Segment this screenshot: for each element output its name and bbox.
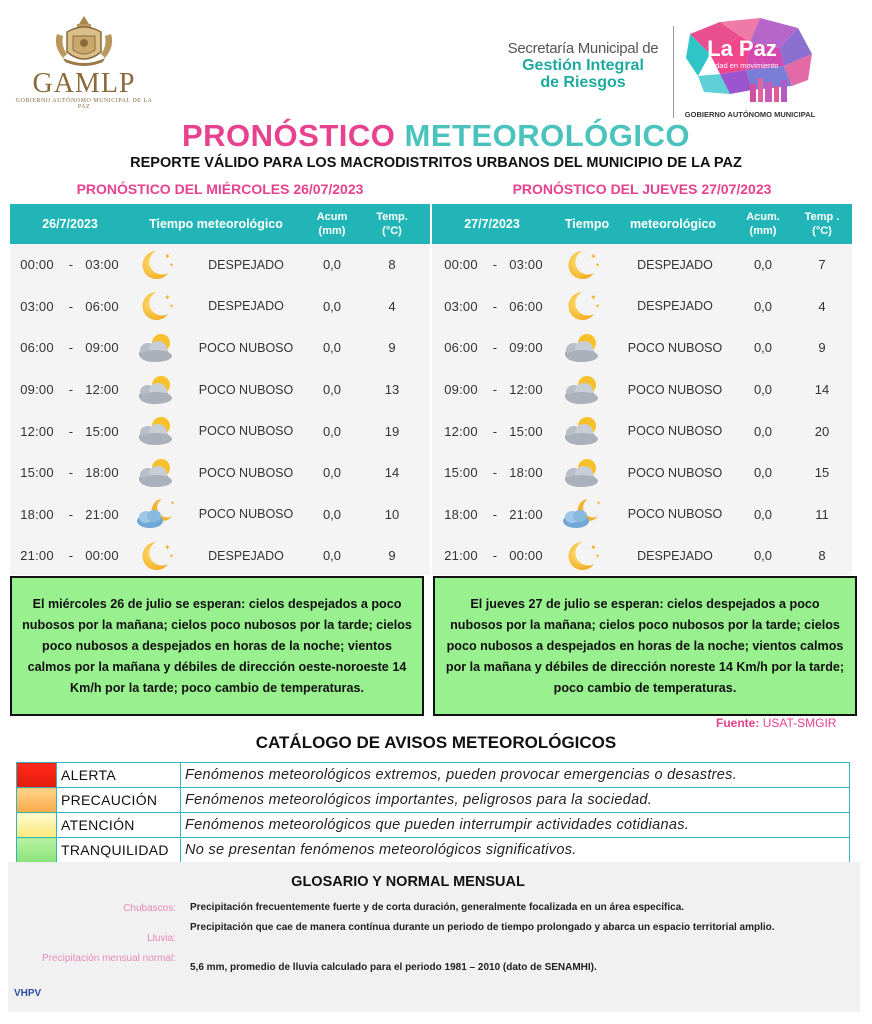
time-dash: - — [492, 548, 498, 564]
time-dash: - — [68, 548, 74, 564]
time-from: 00:00 — [444, 257, 478, 273]
alert-swatch — [17, 763, 57, 788]
temp-value: 8 — [818, 548, 826, 564]
partly-cloudy-icon — [560, 330, 604, 366]
forecast-row — [432, 369, 852, 411]
temp-value: 11 — [815, 506, 829, 522]
temp-value: 4 — [818, 298, 826, 314]
partly-cloudy-icon — [134, 327, 178, 369]
lapaz-logo — [680, 14, 820, 124]
weather-description: POCO NUBOSO — [627, 507, 723, 522]
forecast-row — [432, 410, 852, 452]
header-acum: Acum (mm) — [316, 211, 348, 237]
weather-description: POCO NUBOSO — [198, 465, 294, 480]
forecast-row — [10, 369, 430, 411]
time-dash: - — [68, 423, 74, 439]
precip-value: 0,0 — [753, 423, 773, 439]
forecast-title-thursday: PRONÓSTICO DEL JUEVES 27/07/2023 — [432, 175, 852, 204]
partly-cloudy-icon — [134, 455, 178, 491]
svg-text:✦: ✦ — [590, 542, 597, 552]
weather-description: POCO NUBOSO — [198, 424, 294, 439]
time-from: 21:00 — [444, 548, 478, 564]
catalog-row-atencion — [17, 813, 850, 838]
summary-thursday: El jueves 27 de julio se esperan: cielos despejados a poco nubosos por la mañana; cielos poco nubosos por la tarde; cielos poco nubosos a despejados en horas de la noche; vientos calmos por la mañana y débiles de dirección noreste 14 Km/h por la tarde; poco cambio de temperaturas. — [433, 576, 857, 716]
temp-value: 7 — [818, 257, 826, 273]
forecast-row — [432, 494, 852, 536]
precip-value: 0,0 — [322, 465, 342, 481]
precip-value: 0,0 — [753, 465, 773, 481]
partly-cloudy-icon — [134, 372, 178, 408]
weather-description: POCO NUBOSO — [198, 382, 294, 397]
weather-description: DESPEJADO — [637, 548, 713, 563]
cloudy-night-icon — [134, 494, 178, 536]
time-from: 21:00 — [20, 548, 54, 564]
time-to: 06:00 — [509, 298, 543, 314]
time-from: 06:00 — [444, 340, 478, 356]
time-to: 06:00 — [85, 298, 119, 314]
svg-text:✦: ✦ — [169, 553, 175, 560]
weather-description: POCO NUBOSO — [627, 465, 723, 480]
catalog-label: ALERTA — [57, 763, 181, 788]
cloudy-night-icon — [134, 496, 178, 532]
time-to: 03:00 — [85, 257, 119, 273]
weather-description: DESPEJADO — [208, 299, 284, 314]
moon-icon — [560, 286, 604, 328]
forecast-header-thursday — [432, 204, 852, 244]
lapaz-mosaic-icon — [680, 14, 820, 106]
catalog-text: Fenómenos meteorológicos importantes, peligrosos para la sociedad. — [181, 788, 850, 813]
gamlp-subtitle: GOBIERNO AUTÓNOMO MUNICIPAL DE LA PAZ — [15, 98, 153, 110]
time-dash: - — [492, 340, 498, 356]
glossary-title: GLOSARIO Y NORMAL MENSUAL — [291, 874, 525, 890]
temp-value: 9 — [388, 548, 396, 564]
temp-value: 14 — [814, 382, 830, 398]
time-dash: - — [68, 340, 74, 356]
temp-value: 9 — [818, 340, 826, 356]
weather-description: POCO NUBOSO — [627, 340, 723, 355]
catalog-text: Fenómenos meteorológicos extremos, pueden provocar emergencias o desastres. — [181, 763, 850, 788]
catalog-row-tranquilidad — [17, 838, 850, 863]
precip-value: 0,0 — [322, 423, 342, 439]
time-dash: - — [68, 298, 74, 314]
moon-icon — [562, 247, 602, 283]
glossary-def-normal: 5,6 mm, promedio de lluvia calculado para el periodo 1981 – 2010 (dato de SENAMHI). — [190, 962, 597, 973]
time-from: 15:00 — [444, 465, 478, 481]
partly-cloudy-icon — [134, 413, 178, 449]
forecast-row — [10, 327, 430, 369]
weather-description: POCO NUBOSO — [627, 424, 723, 439]
moon-icon — [136, 247, 176, 283]
weather-description: DESPEJADO — [208, 548, 284, 563]
page-subtitle: REPORTE VÁLIDO PARA LOS MACRODISTRITOS URBANOS DEL MUNICIPIO DE LA PAZ — [130, 155, 742, 171]
weather-description: POCO NUBOSO — [198, 340, 294, 355]
temp-value: 20 — [814, 423, 830, 439]
svg-text:✦: ✦ — [595, 262, 601, 269]
forecast-header-wednesday — [10, 204, 430, 244]
precip-value: 0,0 — [322, 506, 342, 522]
forecast-row — [432, 286, 852, 328]
temp-value: 19 — [384, 423, 400, 439]
forecast-row — [10, 244, 430, 286]
time-to: 15:00 — [85, 423, 119, 439]
forecast-rows-thursday — [432, 244, 852, 577]
time-to: 12:00 — [85, 382, 119, 398]
header-date: 26/7/2023 — [42, 217, 98, 231]
weather-description: DESPEJADO — [637, 257, 713, 272]
glossary-term-normal: Precipitación mensual normal: — [42, 953, 176, 964]
smgir-line1: Secretaría Municipal de — [507, 40, 659, 57]
moon-icon — [134, 286, 178, 328]
partly-cloudy-icon — [134, 369, 178, 411]
time-from: 12:00 — [20, 423, 54, 439]
smgir-line3: de Riesgos — [540, 74, 626, 91]
partly-cloudy-icon — [134, 330, 178, 366]
time-dash: - — [492, 423, 498, 439]
time-from: 18:00 — [444, 506, 478, 522]
header-divider — [673, 26, 674, 118]
weather-description: DESPEJADO — [637, 299, 713, 314]
precip-value: 0,0 — [753, 257, 773, 273]
forecast-row — [432, 244, 852, 286]
svg-text:✦: ✦ — [169, 262, 175, 269]
smgir-logo — [498, 40, 668, 91]
cloudy-night-icon — [560, 496, 604, 532]
precip-value: 0,0 — [322, 548, 342, 564]
svg-text:✦: ✦ — [164, 542, 171, 552]
header-acum: Acum. (mm) — [746, 211, 780, 237]
source-value: USAT-SMGIR — [762, 716, 837, 730]
time-dash: - — [492, 506, 498, 522]
temp-value: 4 — [388, 298, 396, 314]
partly-cloudy-icon — [560, 410, 604, 452]
svg-text:✦: ✦ — [164, 251, 171, 261]
glossary-def-chubascos: Precipitación frecuentemente fuerte y de corta duración, generalmente focalizada en un área específica. — [190, 902, 685, 913]
header-date: 27/7/2023 — [464, 217, 520, 231]
svg-text:✦: ✦ — [590, 251, 597, 261]
catalog-row-precaucion — [17, 788, 850, 813]
time-dash: - — [68, 465, 74, 481]
time-from: 03:00 — [444, 298, 478, 314]
forecast-row — [432, 327, 852, 369]
time-to: 21:00 — [509, 506, 543, 522]
time-from: 09:00 — [20, 382, 54, 398]
catalog-label: TRANQUILIDAD — [57, 838, 181, 863]
precip-value: 0,0 — [322, 340, 342, 356]
lapaz-gob-label: GOBIERNO AUTÓNOMO MUNICIPAL — [684, 110, 816, 119]
moon-icon — [562, 288, 602, 324]
time-dash: - — [492, 298, 498, 314]
glossary-section — [8, 862, 860, 1012]
forecast-row — [432, 452, 852, 494]
source-credit — [716, 716, 836, 730]
header-weather: Tiempo meteorológico — [149, 217, 283, 231]
time-dash: - — [492, 382, 498, 398]
precip-value: 0,0 — [322, 382, 342, 398]
gamlp-logo — [14, 12, 154, 110]
moon-icon — [560, 244, 604, 286]
temp-value: 15 — [814, 465, 830, 481]
header-temp: Temp. (°C) — [376, 211, 408, 237]
temp-value: 9 — [388, 340, 396, 356]
catalog-title: CATÁLOGO DE AVISOS METEOROLÓGICOS — [255, 733, 617, 752]
lapaz-logo-text: La Paz — [707, 36, 777, 61]
gamlp-title: GAMLP — [32, 68, 136, 99]
header-weather-b: meteorológico — [629, 217, 717, 231]
summary-wednesday: El miércoles 26 de julio se esperan: cielos despejados a poco nubosos por la mañana; cielos poco nubosos por la tarde; cielos poco nubosos a despejados en horas de la noche; vientos calmos por la mañana y débiles de dirección oeste-noroeste 14 Km/h por la tarde; poco cambio de temperaturas. — [10, 576, 424, 716]
lapaz-tagline: ciudad en movimiento — [705, 61, 779, 70]
warning-catalog — [16, 762, 850, 863]
svg-text:✦: ✦ — [595, 304, 601, 311]
catalog-label: ATENCIÓN — [57, 813, 181, 838]
svg-text:✦: ✦ — [169, 304, 175, 311]
time-to: 21:00 — [85, 506, 119, 522]
time-from: 00:00 — [20, 257, 54, 273]
title-part1: PRONÓSTICO — [181, 118, 396, 153]
precip-value: 0,0 — [322, 298, 342, 314]
moon-icon — [562, 538, 602, 574]
precip-value: 0,0 — [753, 506, 773, 522]
page-header — [0, 0, 872, 125]
forecast-title-wednesday: PRONÓSTICO DEL MIÉRCOLES 26/07/2023 — [10, 175, 430, 204]
weather-description: POCO NUBOSO — [198, 507, 294, 522]
precip-value: 0,0 — [753, 382, 773, 398]
time-dash: - — [492, 257, 498, 273]
temp-value: 14 — [384, 465, 400, 481]
forecast-row — [10, 286, 430, 328]
time-dash: - — [68, 382, 74, 398]
svg-text:✦: ✦ — [170, 501, 176, 508]
forecast-row — [432, 535, 852, 577]
svg-text:✦: ✦ — [596, 501, 602, 508]
glossary-term-chubascos: Chubascos: — [123, 903, 176, 914]
calm-swatch — [17, 838, 57, 863]
moon-icon — [134, 535, 178, 577]
time-from: 03:00 — [20, 298, 54, 314]
partly-cloudy-icon — [560, 413, 604, 449]
moon-icon — [136, 538, 176, 574]
catalog-text: No se presentan fenómenos meteorológicos significativos. — [181, 838, 850, 863]
partly-cloudy-icon — [560, 327, 604, 369]
partly-cloudy-icon — [134, 452, 178, 494]
time-from: 06:00 — [20, 340, 54, 356]
forecast-panel-thursday — [432, 175, 852, 575]
time-to: 09:00 — [509, 340, 543, 356]
moon-icon — [134, 244, 178, 286]
time-dash: - — [492, 465, 498, 481]
partly-cloudy-icon — [134, 410, 178, 452]
catalog-text: Fenómenos meteorológicos que pueden interrumpir actividades cotidianas. — [181, 813, 850, 838]
partly-cloudy-icon — [560, 455, 604, 491]
precip-value: 0,0 — [322, 257, 342, 273]
time-to: 18:00 — [85, 465, 119, 481]
partly-cloudy-icon — [560, 372, 604, 408]
title-part2: METEOROLÓGICO — [404, 118, 691, 153]
temp-value: 8 — [388, 257, 396, 273]
time-from: 09:00 — [444, 382, 478, 398]
time-to: 00:00 — [85, 548, 119, 564]
time-to: 09:00 — [85, 340, 119, 356]
forecast-row — [10, 410, 430, 452]
precip-value: 0,0 — [753, 340, 773, 356]
forecast-panel-wednesday — [10, 175, 430, 575]
forecast-rows-wednesday — [10, 244, 430, 577]
source-label: Fuente: — [716, 716, 760, 730]
svg-text:✦: ✦ — [595, 553, 601, 560]
header-temp: Temp . (°C) — [804, 211, 840, 237]
page-title — [0, 118, 872, 154]
forecast-row — [10, 535, 430, 577]
time-from: 15:00 — [20, 465, 54, 481]
catalog-row-alerta — [17, 763, 850, 788]
glossary-term-lluvia: Lluvia: — [147, 933, 176, 944]
precip-value: 0,0 — [753, 548, 773, 564]
forecast-row — [10, 452, 430, 494]
catalog-label: PRECAUCIÓN — [57, 788, 181, 813]
temp-value: 10 — [384, 506, 400, 522]
time-to: 18:00 — [509, 465, 543, 481]
time-to: 15:00 — [509, 423, 543, 439]
partly-cloudy-icon — [560, 452, 604, 494]
header-weather-a: Tiempo — [564, 217, 610, 231]
coat-of-arms-icon — [49, 12, 119, 70]
author-initials: VHPV — [14, 988, 42, 999]
temp-value: 13 — [384, 382, 400, 398]
time-from: 18:00 — [20, 506, 54, 522]
forecast-row — [10, 494, 430, 536]
precip-value: 0,0 — [753, 298, 773, 314]
glossary-def-lluvia: Precipitación que cae de manera contínua durante un periodo de tiempo prolongado y abarca un espacio territorial amplio. — [190, 922, 775, 933]
moon-icon — [560, 535, 604, 577]
svg-text:✦: ✦ — [590, 293, 597, 303]
moon-icon — [136, 288, 176, 324]
weather-description: POCO NUBOSO — [627, 382, 723, 397]
time-to: 00:00 — [509, 548, 543, 564]
svg-text:✦: ✦ — [164, 293, 171, 303]
caution-swatch — [17, 788, 57, 813]
cloudy-night-icon — [560, 494, 604, 536]
time-dash: - — [68, 257, 74, 273]
time-dash: - — [68, 506, 74, 522]
smgir-line2: Gestión Integral — [522, 57, 644, 74]
partly-cloudy-icon — [560, 369, 604, 411]
weather-description: DESPEJADO — [208, 257, 284, 272]
attention-swatch — [17, 813, 57, 838]
time-from: 12:00 — [444, 423, 478, 439]
time-to: 12:00 — [509, 382, 543, 398]
time-to: 03:00 — [509, 257, 543, 273]
